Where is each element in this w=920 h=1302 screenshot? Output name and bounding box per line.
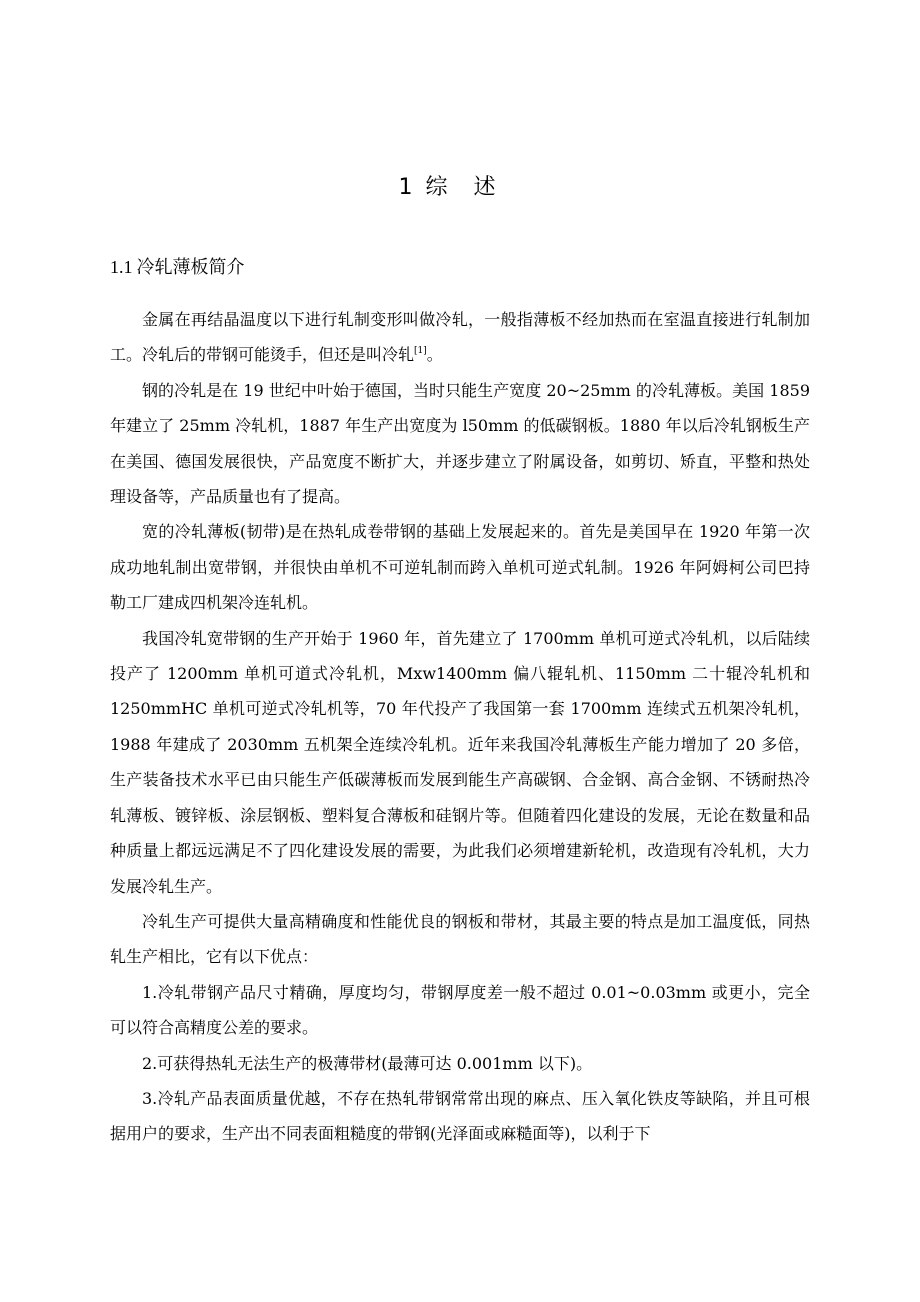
chapter-number: 1: [398, 175, 414, 200]
section-title-text: 冷轧薄板简介: [136, 257, 245, 278]
chapter-title: [0, 172, 920, 204]
chapter-title-text: 综述: [425, 175, 522, 200]
list-item: 3.冷轧产品表面质量优越，不存在热轧带钢常常出现的麻点、压入氧化铁皮等缺陷，并且可根据用户的要求，生产出不同表面粗糙度的带钢(光泽面或麻糙面等)，以利于下: [110, 1088, 810, 1144]
paragraph: 冷轧生产可提供大量高精确度和性能优良的钢板和带材，其最主要的特点是加工温度低，同热轧生产相比，它有以下优点：: [110, 911, 810, 967]
paragraph: 我国冷轧宽带钢的生产开始于 1960 年，首先建立了 1700mm 单机可逆式冷轧机，以后陆续投产了 1200mm 单机可道式冷轧机，Mxw1400mm 偏八辊轧机、1150mm 二十辊冷轧机和 1250mmHC 单机可逆式冷轧机等，70 年代投产了我国第一套 1700mm 连续式五机架冷轧机，1988 年建成了 2030mm 五机架全连续冷轧机。近年来我国冷轧薄板生产能力增加了 20 多倍，生产装备技术水平已由只能生产低碳薄板而发展到能生产高碳钢、合金钢、高合金钢、不锈耐热冷轧薄板、镀锌板、涂层钢板、塑料复合薄板和硅钢片等。但随着四化建设的发展，无论在数量和品种质量上都远远满足不了四化建设发展的需要，为此我们必须增建新轮机，改造现有冷轧机，大力发展冷轧生产。: [110, 628, 810, 896]
paragraph: 宽的冷轧薄板(韧带)是在热轧成卷带钢的基础上发展起来的。首先是美国早在 1920 年第一次成功地轧制出宽带钢，并很快由单机不可逆轧制而跨入单机可逆式轧制。1926 年阿姆柯公司巴持勒工厂建成四机架冷连轧机。: [110, 522, 810, 613]
list-item: 2.可获得热轧无法生产的极薄带材(最薄可达 0.001mm 以下)。: [142, 1053, 593, 1073]
list-item: 1.冷轧带钢产品尺寸精确，厚度均匀，带钢厚度差一般不超过 0.01~0.03mm 或更小，完全可以符合高精度公差的要求。: [110, 982, 810, 1038]
paragraph: 钢的冷轧是在 19 世纪中叶始于德国，当时只能生产宽度 20~25mm 的冷轧薄板。美国 1859 年建立了 25mm 冷轧机，1887 年生产出宽度为 l50mm 的低碳钢板。1880 年以后冷轧钢板生产在美国、德国发展很快，产品宽度不断扩大，并逐步建立了附属设备，如剪切、矫直，平整和热处理设备等，产品质量也有了提高。: [110, 380, 810, 507]
citation-ref: [1]: [414, 346, 427, 357]
paragraph-tail: 。: [426, 345, 443, 365]
section-number: 1.1: [110, 257, 133, 277]
body-text: [110, 302, 810, 1152]
section-heading: [110, 252, 245, 283]
paragraph: [110, 302, 810, 373]
paragraph-text: 金属在再结晶温度以下进行轧制变形叫做冷轧，一般指薄板不经加热而在室温直接进行轧制加工。冷轧后的带钢可能烫手，但还是叫冷轧: [110, 310, 810, 365]
